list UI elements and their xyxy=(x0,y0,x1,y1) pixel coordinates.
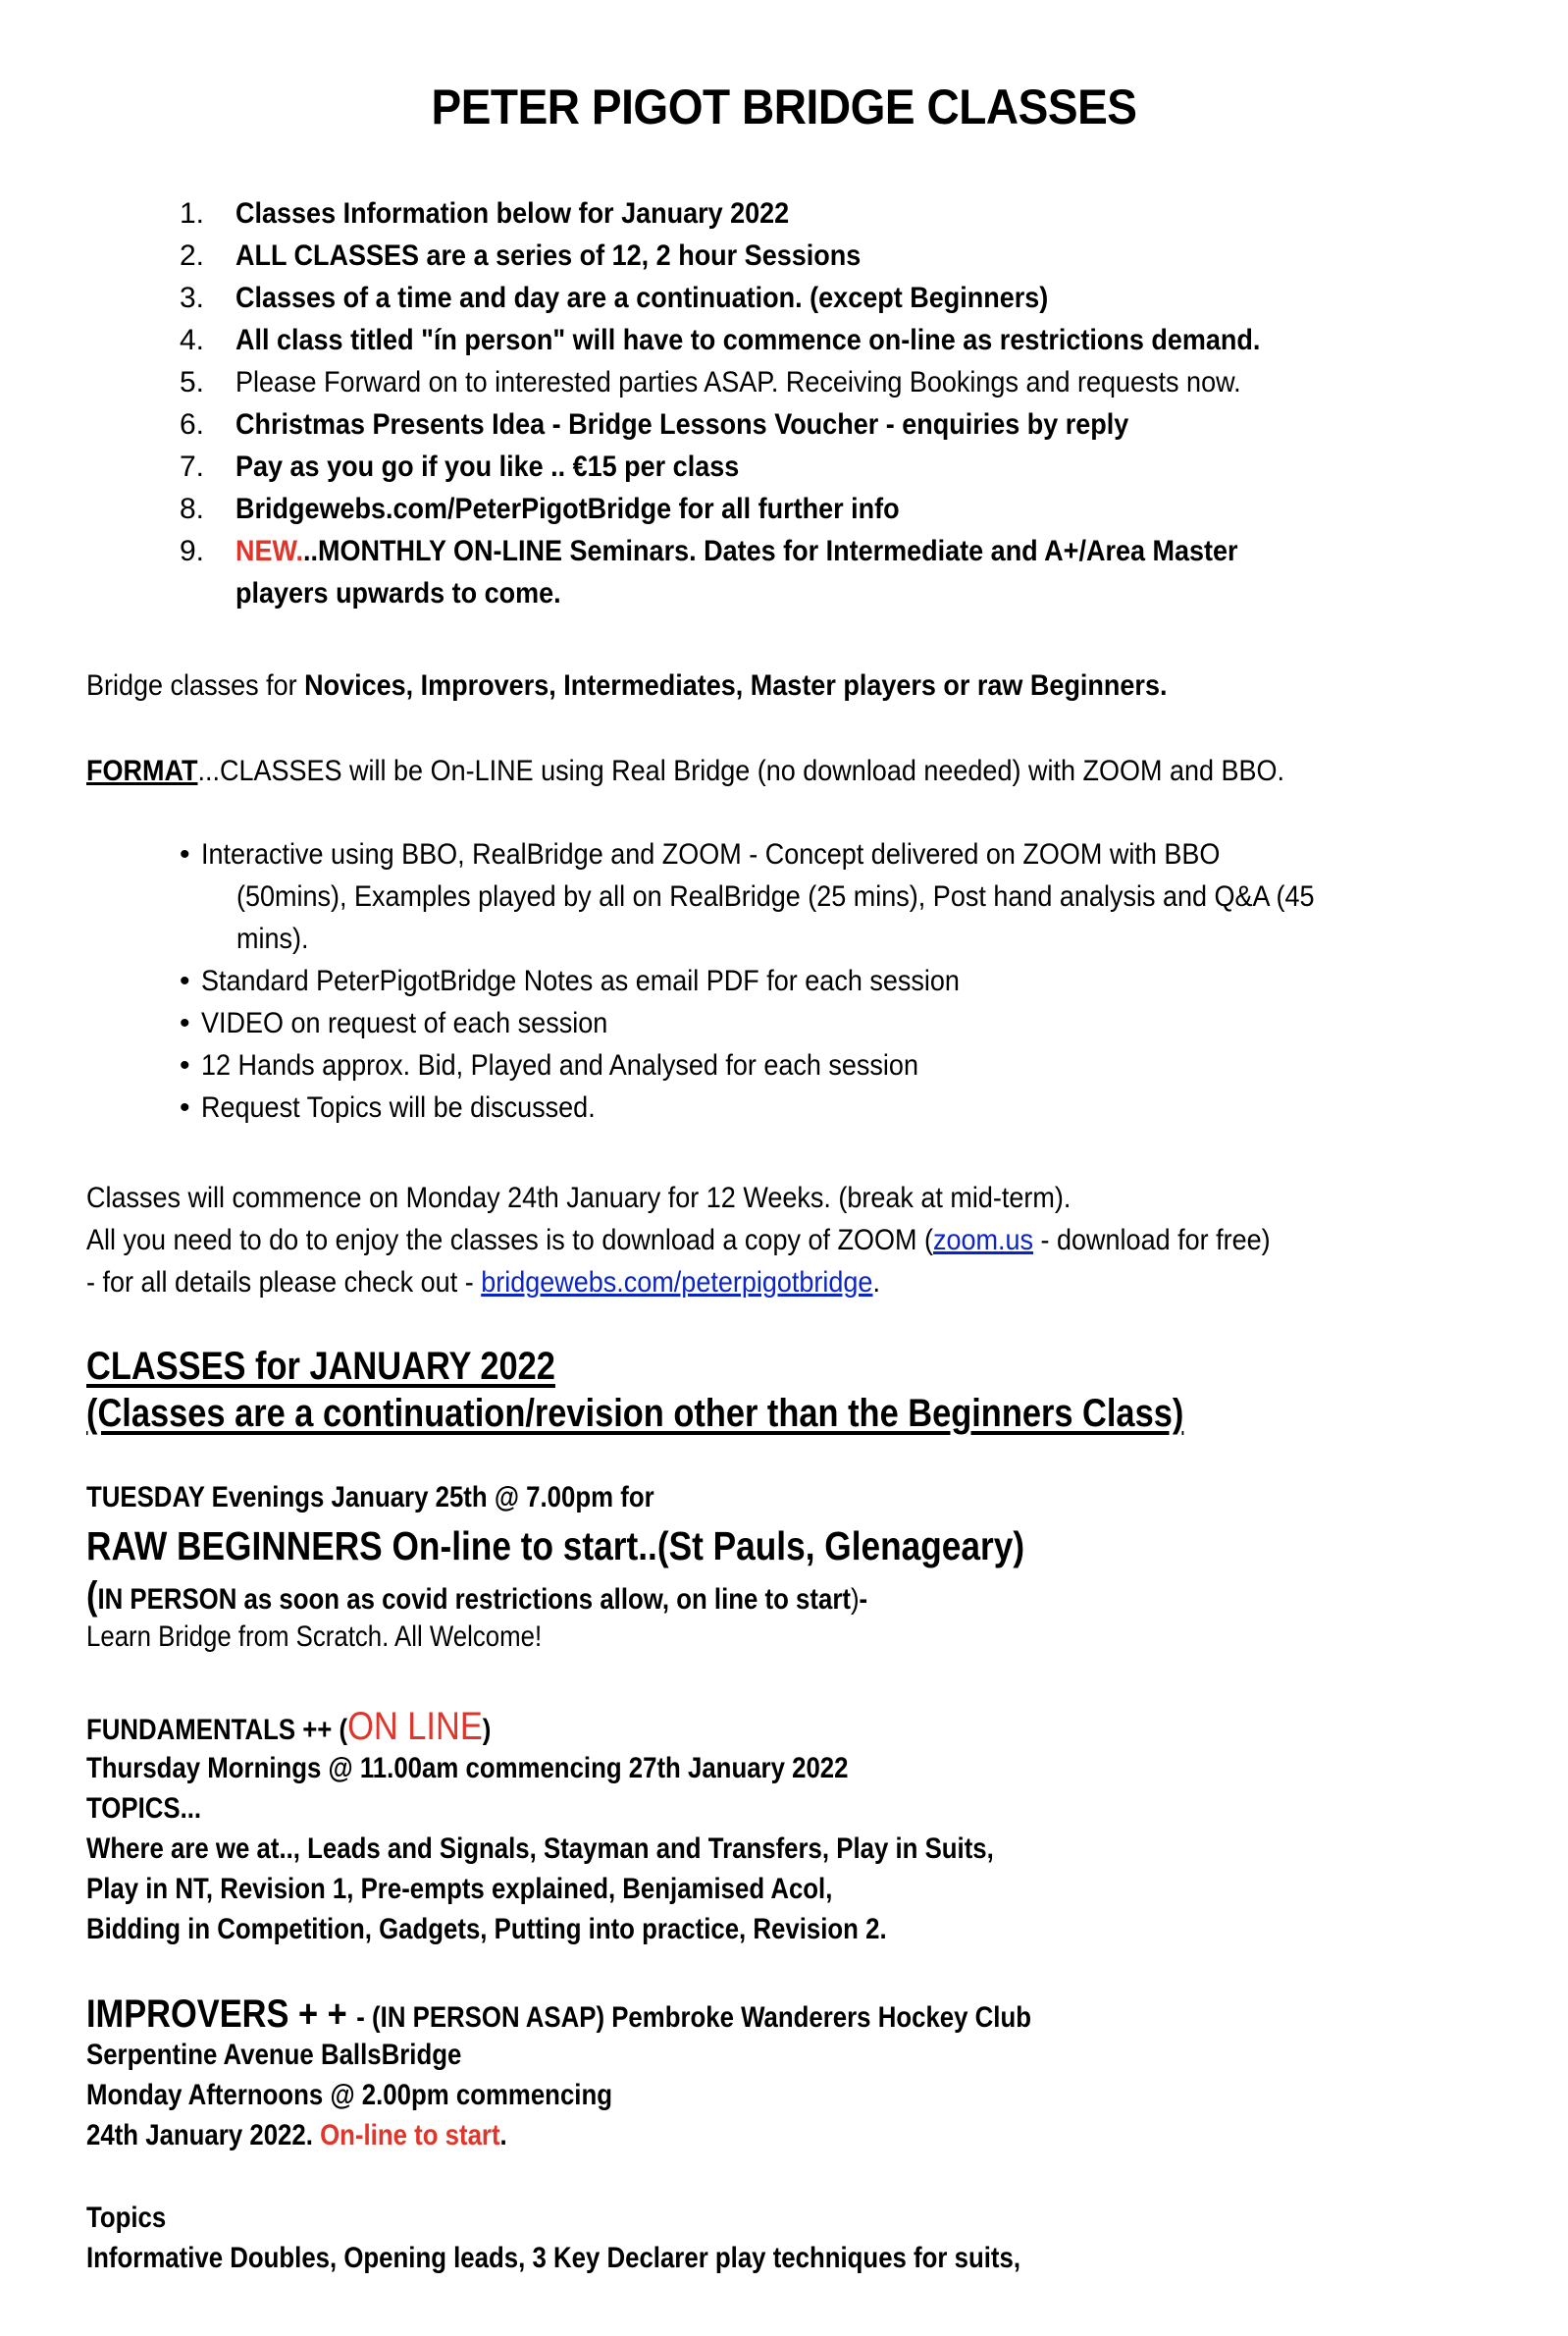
audience-levels: Novices, Improvers, Intermediates, Master players or raw Beginners. xyxy=(304,669,1168,702)
list-text: Classes of a time and day are a continuation. (except Beginners) xyxy=(235,282,1049,314)
zoom-download-line xyxy=(86,1219,1402,1261)
bullet-text: VIDEO on request of each session xyxy=(201,1007,608,1039)
list-text: Classes Information below for January 2022 xyxy=(235,197,790,230)
fundamentals-name: FUNDAMENTALS ++ ( xyxy=(86,1714,348,1746)
bridgewebs-link[interactable]: bridgewebs.com/peterpigotbridge xyxy=(481,1266,873,1299)
in-person-label: IN PERSON xyxy=(97,1583,237,1616)
improvers-address: Serpentine Avenue BallsBridge xyxy=(86,2039,462,2071)
list-number: 4. xyxy=(180,324,205,356)
zoom-link[interactable]: zoom.us xyxy=(932,1224,1034,1256)
improvers-venue: - (IN PERSON ASAP) Pembroke Wanderers Hockey Club xyxy=(356,2001,1031,2034)
bullet-icon: • xyxy=(180,838,190,871)
seminar-text: ..MONTHLY ON-LINE Seminars. Dates for Intermediate and A+/Area Master xyxy=(303,535,1238,567)
details-line xyxy=(86,1261,968,1303)
commence-text: Classes will commence on Monday 24th January for 12 Weeks. (break at mid-term). xyxy=(86,1182,1071,1214)
paren-close: ) xyxy=(482,1714,492,1746)
improvers-when: Monday Afternoons @ 2.00pm commencing xyxy=(86,2079,612,2111)
list-text: players upwards to come. xyxy=(235,577,561,610)
classes-subheading: (Classes are a continuation/revision other than the Beginners Class) xyxy=(86,1392,1184,1435)
list-number: 3. xyxy=(180,282,205,314)
classes-heading: CLASSES for JANUARY 2022 xyxy=(86,1345,555,1388)
list-number: 5. xyxy=(180,366,205,398)
list-number: 6. xyxy=(180,408,205,441)
dash: - xyxy=(859,1583,868,1616)
in-person-detail: as soon as covid restrictions allow, on line to start xyxy=(236,1583,851,1616)
improvers-name: IMPROVERS + + xyxy=(86,1992,357,2036)
beginners-tagline: Learn Bridge from Scratch. All Welcome! xyxy=(86,1620,543,1653)
new-badge-text: NEW. xyxy=(235,535,304,567)
paren-close: ) xyxy=(850,1583,860,1616)
list-number: 1. xyxy=(180,197,205,230)
fundamentals-topics-label: TOPICS... xyxy=(86,1792,202,1825)
period: . xyxy=(499,2119,507,2151)
list-text: Bridgewebs.com/PeterPigotBridge for all further info xyxy=(235,493,900,525)
details-suffix: . xyxy=(872,1266,880,1299)
bullet-icon: • xyxy=(180,965,190,997)
bullet-text: Interactive using BBO, RealBridge and ZOOM - Concept delivered on ZOOM with BBO xyxy=(201,838,1221,871)
improvers-topics-label: Topics xyxy=(86,2202,167,2234)
bullet-text: Request Topics will be discussed. xyxy=(201,1091,596,1124)
fundamentals-topics-line: Bidding in Competition, Gadgets, Putting into practice, Revision 2. xyxy=(86,1913,887,1945)
improvers-date xyxy=(86,2119,507,2152)
zoom-download-suffix: - download for free) xyxy=(1033,1224,1271,1256)
bullet-text: mins). xyxy=(236,923,309,955)
online-to-start-label: On-line to start xyxy=(320,2119,500,2151)
details-prefix: - for all details please check out - xyxy=(86,1266,482,1299)
fundamentals-when: Thursday Mornings @ 11.00am commencing 27th January 2022 xyxy=(86,1752,849,1784)
improvers-topics-line: Informative Doubles, Opening leads, 3 Key Declarer play techniques for suits, xyxy=(86,2242,1021,2274)
improvers-title xyxy=(86,1992,1031,2037)
fundamentals-topics-line: Where are we at.., Leads and Signals, Stayman and Transfers, Play in Suits, xyxy=(86,1832,994,1865)
list-text xyxy=(235,530,1238,572)
list-text: Christmas Presents Idea - Bridge Lessons Voucher - enquiries by reply xyxy=(235,408,1129,441)
zoom-download-prefix: All you need to do to enjoy the classes is to download a copy of ZOOM ( xyxy=(86,1224,933,1256)
list-number: 7. xyxy=(180,451,205,483)
bullet-icon: • xyxy=(180,1091,190,1124)
format-label: FORMAT xyxy=(86,755,198,787)
list-number: 9. xyxy=(180,535,205,567)
list-text: Please Forward on to interested parties ASAP. Receiving Bookings and requests now. xyxy=(235,366,1241,398)
fundamentals-topics-line: Play in NT, Revision 1, Pre-empts explained, Benjamised Acol, xyxy=(86,1873,833,1905)
list-text: ALL CLASSES are a series of 12, 2 hour Sessions xyxy=(235,239,862,272)
list-text: Pay as you go if you like .. €15 per class xyxy=(235,451,740,483)
fundamentals-title xyxy=(86,1705,491,1749)
bullet-text: 12 Hands approx. Bid, Played and Analysed for each session xyxy=(201,1049,918,1082)
commence-line xyxy=(86,1177,1180,1219)
list-number: 8. xyxy=(180,493,205,525)
format-paragraph xyxy=(86,750,1418,792)
paren-open: ( xyxy=(86,1574,98,1618)
bullet-text: Standard PeterPigotBridge Notes as email PDF for each session xyxy=(201,965,960,997)
improvers-date-text: 24th January 2022. xyxy=(86,2119,321,2151)
beginners-title: RAW BEGINNERS On-line to start..(St Pauls, Glenageary) xyxy=(86,1523,1025,1568)
beginners-when: TUESDAY Evenings January 25th @ 7.00pm for xyxy=(86,1481,654,1513)
audience-prefix: Bridge classes for xyxy=(86,669,305,702)
beginners-in-person xyxy=(86,1574,867,1619)
bullet-icon: • xyxy=(180,1007,190,1039)
bullet-icon: • xyxy=(180,1049,190,1082)
list-number: 2. xyxy=(180,239,205,272)
audience-paragraph xyxy=(86,664,1287,707)
list-text: All class titled "ín person" will have to commence on-line as restrictions demand. xyxy=(235,324,1261,356)
format-text: ...CLASSES will be On-LINE using Real Bridge (no download needed) with ZOOM and BBO. xyxy=(197,755,1285,787)
online-mode-label: ON LINE xyxy=(347,1705,483,1748)
bullet-text: (50mins), Examples played by all on RealBridge (25 mins), Post hand analysis and Q&A (45 xyxy=(236,880,1315,913)
page-title: PETER PIGOT BRIDGE CLASSES xyxy=(431,80,1137,134)
